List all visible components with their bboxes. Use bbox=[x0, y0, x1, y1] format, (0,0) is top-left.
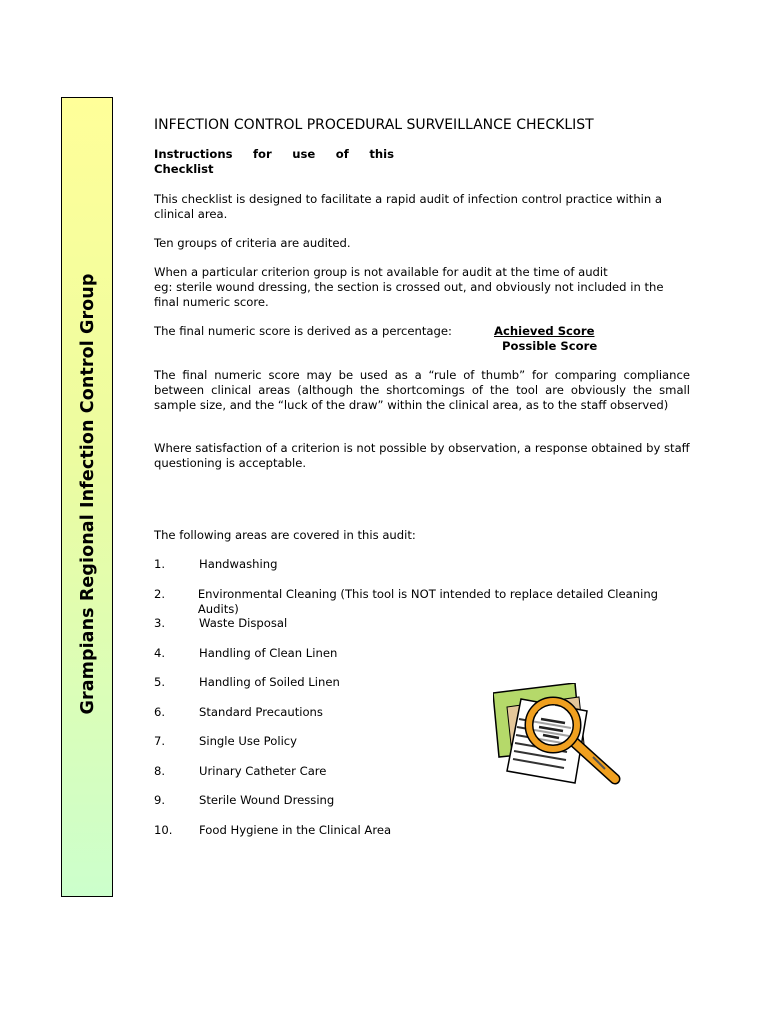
exclusion-line-1: When a particular criterion group is not available for audit at the time of audit bbox=[154, 265, 608, 279]
list-item-number: 5. bbox=[154, 675, 166, 689]
instructions-heading-line2: Checklist bbox=[154, 162, 214, 176]
list-item-number: 10. bbox=[154, 822, 173, 837]
intro-paragraph: This checklist is designed to facilitate a rapid audit of infection control practice within a clinical area. bbox=[154, 192, 663, 221]
list-item-label: Sterile Wound Dressing bbox=[199, 793, 335, 807]
list-item-number: 9. bbox=[154, 793, 166, 807]
list-item bbox=[154, 646, 690, 676]
list-item-label: Handling of Clean Linen bbox=[199, 645, 338, 660]
achieved-score-label: Achieved Score bbox=[494, 324, 595, 338]
list-item-label: Waste Disposal bbox=[199, 616, 288, 630]
criteria-count-paragraph: Ten groups of criteria are audited. bbox=[154, 236, 351, 250]
list-item-number: 2. bbox=[154, 586, 166, 601]
exclusion-paragraph bbox=[154, 265, 690, 310]
list-item bbox=[154, 557, 690, 587]
list-item-number: 6. bbox=[154, 704, 166, 719]
list-item-label: Environmental Cleaning (This tool is NOT intended to replace detailed Cleaning Audits) bbox=[197, 586, 659, 616]
list-item bbox=[154, 616, 690, 646]
list-item bbox=[154, 793, 690, 823]
list-item-number: 7. bbox=[154, 734, 166, 748]
list-item-number: 8. bbox=[154, 763, 166, 778]
list-item-label: Handling of Soiled Linen bbox=[199, 675, 340, 689]
instructions-heading-line1: Instructions for use of this bbox=[154, 147, 394, 161]
sidebar-title: Grampians Regional Infection Control Group bbox=[78, 273, 98, 715]
page-title: INFECTION CONTROL PROCEDURAL SURVEILLANCE CHECKLIST bbox=[154, 117, 594, 133]
list-item-label: Urinary Catheter Care bbox=[199, 763, 327, 778]
exclusion-line-2: eg: sterile wound dressing, the section is crossed out, and obviously not included in the bbox=[154, 280, 664, 294]
list-item bbox=[154, 823, 690, 853]
list-item-label: Handwashing bbox=[199, 557, 278, 571]
formula-label: The final numeric score is derived as a percentage: bbox=[154, 324, 452, 338]
list-item-label: Standard Precautions bbox=[199, 704, 323, 719]
instructions-heading bbox=[154, 147, 394, 177]
magnifying-glass-document-icon bbox=[493, 683, 633, 793]
list-item-label: Food Hygiene in the Clinical Area bbox=[199, 822, 392, 837]
list-item-number: 4. bbox=[154, 645, 166, 660]
list-item-number: 3. bbox=[154, 616, 166, 630]
list-item bbox=[154, 587, 690, 617]
list-item-label: Single Use Policy bbox=[199, 734, 298, 748]
areas-intro: The following areas are covered in this audit: bbox=[154, 528, 416, 542]
exclusion-line-3: final numeric score. bbox=[154, 295, 269, 309]
list-item-number: 1. bbox=[154, 557, 166, 571]
staff-questioning-paragraph: Where satisfaction of a criterion is not possible by observation, a response obtained by staff questioning is acceptable. bbox=[154, 441, 690, 470]
sidebar-banner bbox=[61, 97, 113, 897]
possible-score-label: Possible Score bbox=[502, 339, 598, 353]
rule-of-thumb-paragraph: The final numeric score may be used as a “rule of thumb” for comparing compliance between clinical areas (although the shortcomings of the tool are obviously the small sample size, and the “luck of the draw” within the clinical area, as to the staff observed) bbox=[154, 368, 690, 412]
score-formula bbox=[154, 324, 690, 354]
